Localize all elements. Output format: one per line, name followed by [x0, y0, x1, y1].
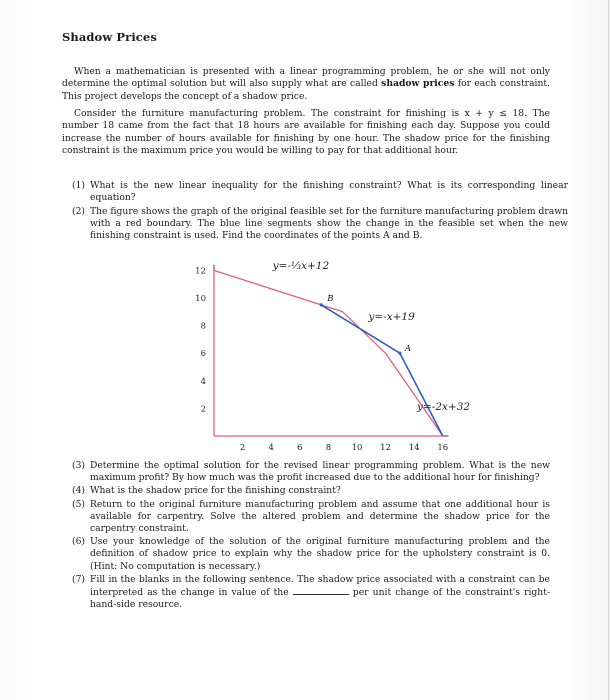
- shadow-prices-term: shadow prices: [381, 78, 455, 90]
- question-text: Use your knowledge of the solution of the original furniture manufacturing problem and the definition of shadow price to explain why the shadow price for the upholstery constraint is 0. (Hint: No computation is necessary.): [90, 536, 550, 572]
- question-text: What is the shadow price for the finishing constraint?: [90, 485, 341, 497]
- intro-paragraph-1: [62, 66, 550, 103]
- question-list: [72, 460, 550, 612]
- intro-text-a: When a mathematician is presented with a linear programming problem, he or she will not only determine the optimal solution but will also supply what are called: [62, 66, 550, 90]
- point-a-label: A: [404, 344, 412, 355]
- question-5: [72, 499, 550, 536]
- question-number: (7): [72, 573, 86, 585]
- question-text-pre: Fill in the blanks in the following sentence. The shadow price associated with a constraint can be interpreted as the change in value of the: [90, 573, 550, 599]
- x-tick-label: 8: [325, 443, 332, 453]
- chart-marks: [272, 260, 470, 413]
- fill-in-blank[interactable]: [293, 586, 349, 595]
- question-number: (6): [72, 536, 86, 548]
- page-title: Shadow Prices: [62, 30, 157, 44]
- question-text-post: per unit change of the constraint's right-hand-side resource.: [90, 587, 550, 611]
- question-number: (4): [72, 485, 86, 497]
- question-text: Return to the original furniture manufacturing problem and assume that one additional hour is available for carpentry. Solve the altered problem and determine the shadow price for the carpentry constraint.: [90, 498, 550, 535]
- point-b-label: B: [327, 293, 334, 304]
- x-tick-label: 12: [380, 443, 392, 453]
- equation-annotation-3: y=-2x+32: [417, 400, 470, 413]
- question-number: (3): [72, 460, 86, 471]
- question-text: What is the new linear inequality for the finishing constraint? What is its corresponding linear equation?: [90, 180, 568, 204]
- point-a-marker: [398, 352, 401, 355]
- question-1: [72, 180, 568, 204]
- question-6: [72, 536, 550, 573]
- x-tick-label: 16: [437, 443, 449, 453]
- x-tick-label: 4: [268, 443, 274, 453]
- chart-axes: [195, 265, 448, 453]
- page-edge: [608, 0, 609, 700]
- question-2: [72, 206, 568, 243]
- question-7: [72, 574, 550, 612]
- question-number: (2): [72, 206, 86, 217]
- y-tick-label: 10: [195, 294, 206, 304]
- equation-annotation-1: y=-⅓x+12: [272, 260, 330, 273]
- y-tick-label: 12: [195, 266, 206, 277]
- intro-paragraph-2: Consider the furniture manufacturing problem. The constraint for finishing is x + y ≤ 18. The number 18 came from the fact that 18 hours are available for finishing each day. Suppose you could increase the number of hours available for finishing by one hour. The shadow price for the finishing constraint is the maximum price you would be willing to pay for that additional hour.: [62, 108, 550, 156]
- x-tick-label: 6: [297, 443, 303, 453]
- y-tick-label: 4: [200, 376, 206, 387]
- y-tick-label: 6: [200, 349, 206, 360]
- question-3: [72, 460, 550, 484]
- x-tick-label: 14: [408, 443, 420, 453]
- question-number: (1): [72, 180, 86, 191]
- y-tick-label: 2: [200, 404, 206, 415]
- x-tick-label: 10: [351, 443, 363, 453]
- y-tick-label: 8: [200, 321, 206, 332]
- blue-constraint-line: [321, 305, 443, 436]
- question-text: The figure shows the graph of the original feasible set for the furniture manufacturing problem drawn with a red boundary. The blue line segments show the change in the feasible set when the new finishing constraint is used. Find the coordinates of the points A and B.: [90, 206, 568, 242]
- equation-annotation-2: y=-x+19: [368, 311, 415, 324]
- x-tick-label: 2: [239, 443, 246, 453]
- question-text: Determine the optimal solution for the revised linear programming problem. What is the new maximum profit? By how much was the profit increased due to the additional hour for finishing?: [90, 460, 550, 484]
- feasible-set-chart: [180, 252, 470, 457]
- intro-text-b: for each constraint. This project develops the concept of a shadow price.: [62, 78, 550, 102]
- question-number: (5): [72, 498, 86, 510]
- point-b-marker: [320, 303, 323, 306]
- question-4: [72, 485, 550, 497]
